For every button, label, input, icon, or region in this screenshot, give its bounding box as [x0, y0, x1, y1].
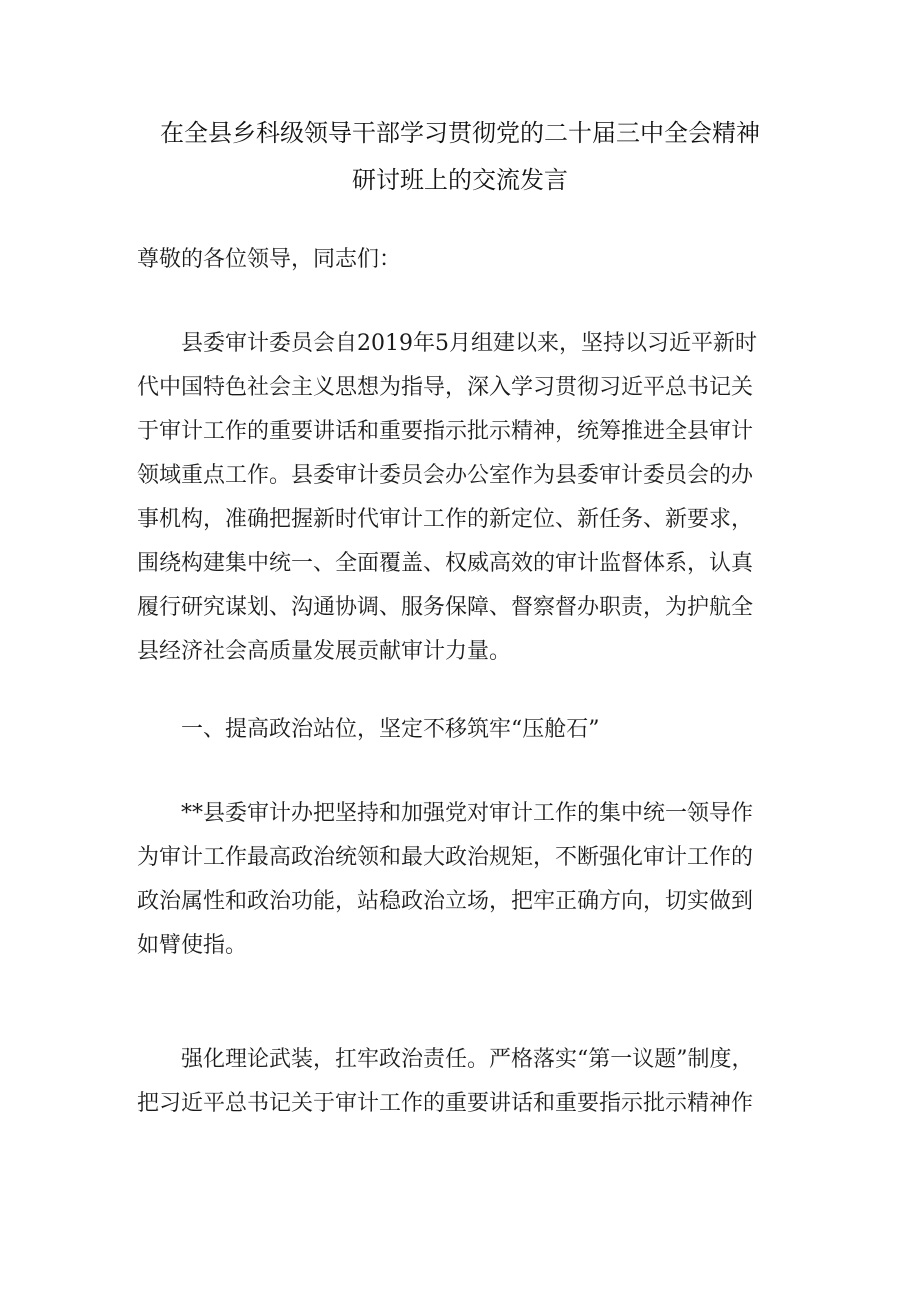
greeting: [137, 238, 797, 282]
paragraph-line: 政治属性和政治功能，站稳政治立场，把牢正确方向，切实做到: [137, 889, 754, 914]
paragraph-line: 县经济社会高质量发展贡献审计力量。: [137, 639, 512, 664]
paragraph-line: 于审计工作的重要讲话和重要指示批示精神，统筹推进全县审计: [137, 419, 754, 444]
greeting-text: 尊敬的各位领导，同志们：: [137, 247, 402, 272]
paragraph-line: **县委审计办把坚持和加强党对审计工作的集中统一领导作: [137, 801, 754, 826]
section-heading-1: [137, 708, 797, 752]
paragraph-line: 县委审计委员会自2019年5月组建以来，坚持以习近平新时: [137, 331, 757, 356]
paragraph-line: 代中国特色社会主义思想为指导，深入学习贯彻习近平总书记关: [137, 375, 754, 400]
paragraph-line: 把习近平总书记关于审计工作的重要讲话和重要指示批示精神作: [137, 1091, 754, 1116]
paragraph-intro: [137, 322, 797, 674]
document-title-line-1: 在全县乡科级领导干部学习贯彻党的二十届三中全会精神: [160, 119, 760, 147]
document-title-line-2: 研讨班上的交流发言: [352, 166, 568, 194]
paragraph-line: 事机构，准确把握新时代审计工作的新定位、新任务、新要求，: [137, 507, 754, 532]
paragraph-section-1: [137, 792, 797, 968]
paragraph-theory: [137, 1038, 797, 1126]
paragraph-line: 如臂使指。: [137, 933, 248, 958]
paragraph-line: 强化理论武装，扛牢政治责任。严格落实“第一议题”制度，: [137, 1047, 754, 1072]
paragraph-line: 履行研究谋划、沟通协调、服务保障、督察督办职责，为护航全: [137, 595, 754, 620]
paragraph-line: 围绕构建集中统一、全面覆盖、权威高效的审计监督体系，认真: [137, 551, 754, 576]
section-heading-text: 一、提高政治站位，坚定不移筑牢“压舱石”: [137, 717, 600, 742]
paragraph-line: 领域重点工作。县委审计委员会办公室作为县委审计委员会的办: [137, 463, 754, 488]
paragraph-line: 为审计工作最高政治统领和最大政治规矩，不断强化审计工作的: [137, 845, 754, 870]
